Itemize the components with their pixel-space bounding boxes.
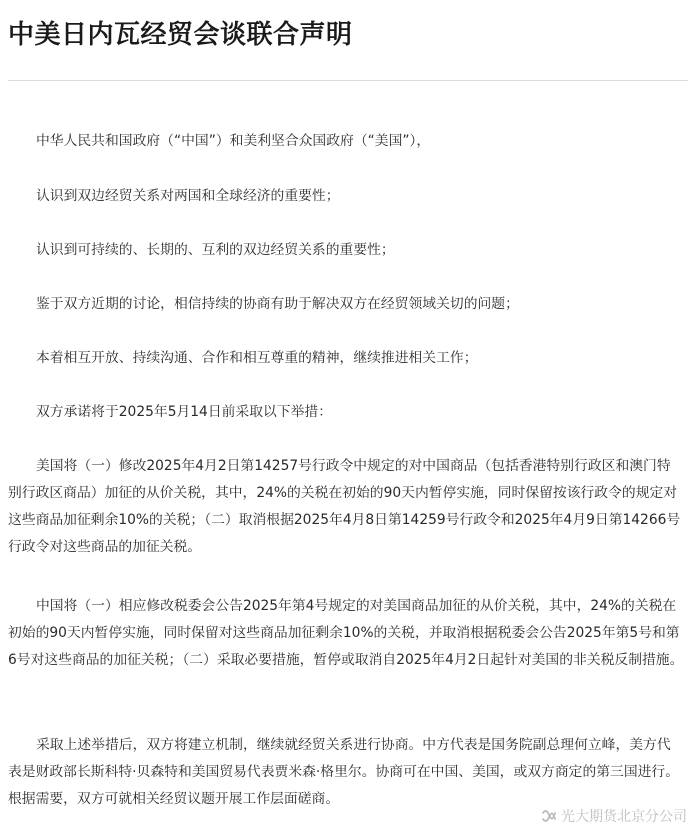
page-title: 中美日内瓦经贸会谈联合声明	[8, 20, 353, 50]
paragraph-china-measures: 中国将（一）相应修改税委会公告2025年第4号规定的对美国商品加征的从价关税，其中，24%的关税在初始的90天内暂停实施，同时保留对这些商品加征剩余10%的关税，并取消根据税委会公告2025年第5号和第6号对这些商品的加征关税；（二）采取必要措施，暂停或取消自2025年4月2日起针对美国的非关税反制措施。	[8, 598, 684, 668]
paragraph-spirit: 本着相互开放、持续沟通、合作和相互尊重的精神，继续推进相关工作；	[36, 350, 478, 366]
paragraph-parties: 中华人民共和国政府（“中国”）和美利坚合众国政府（“美国”），	[36, 133, 431, 149]
paragraph-commitment: 双方承诺将于2025年5月14日前采取以下举措：	[36, 404, 332, 420]
watermark-text: 光大期货北京分公司	[561, 809, 687, 825]
paragraph-discussion: 鉴于双方近期的讨论，相信持续的协商有助于解决双方在经贸领域关切的问题；	[36, 296, 519, 312]
watermark	[541, 806, 687, 826]
title-divider	[8, 80, 688, 81]
wechat-channel-icon	[541, 808, 557, 824]
paragraph-sustainable: 认识到可持续的、长期的、互利的双边经贸关系的重要性；	[36, 242, 395, 258]
paragraph-importance: 认识到双边经贸关系对两国和全球经济的重要性；	[36, 188, 340, 204]
paragraph-mechanism: 采取上述举措后，双方将建立机制，继续就经贸关系进行协商。中方代表是国务院副总理何立峰，美方代表是财政部长斯科特·贝森特和美国贸易代表贾米森·格里尔。协商可在中国、美国，或双方商定的第三国进行。根据需要，双方可就相关经贸议题开展工作层面磋商。	[8, 737, 680, 807]
paragraph-us-measures: 美国将（一）修改2025年4月2日第14257号行政令中规定的对中国商品（包括香港特别行政区和澳门特别行政区商品）加征的从价关税，其中，24%的关税在初始的90天内暂停实施，同时保留按该行政令的规定对这些商品加征剩余10%的关税；（二）取消根据2025年4月8日第14259号行政令和2025年4月9日第14266号行政令对这些商品的加征关税。	[8, 458, 681, 555]
